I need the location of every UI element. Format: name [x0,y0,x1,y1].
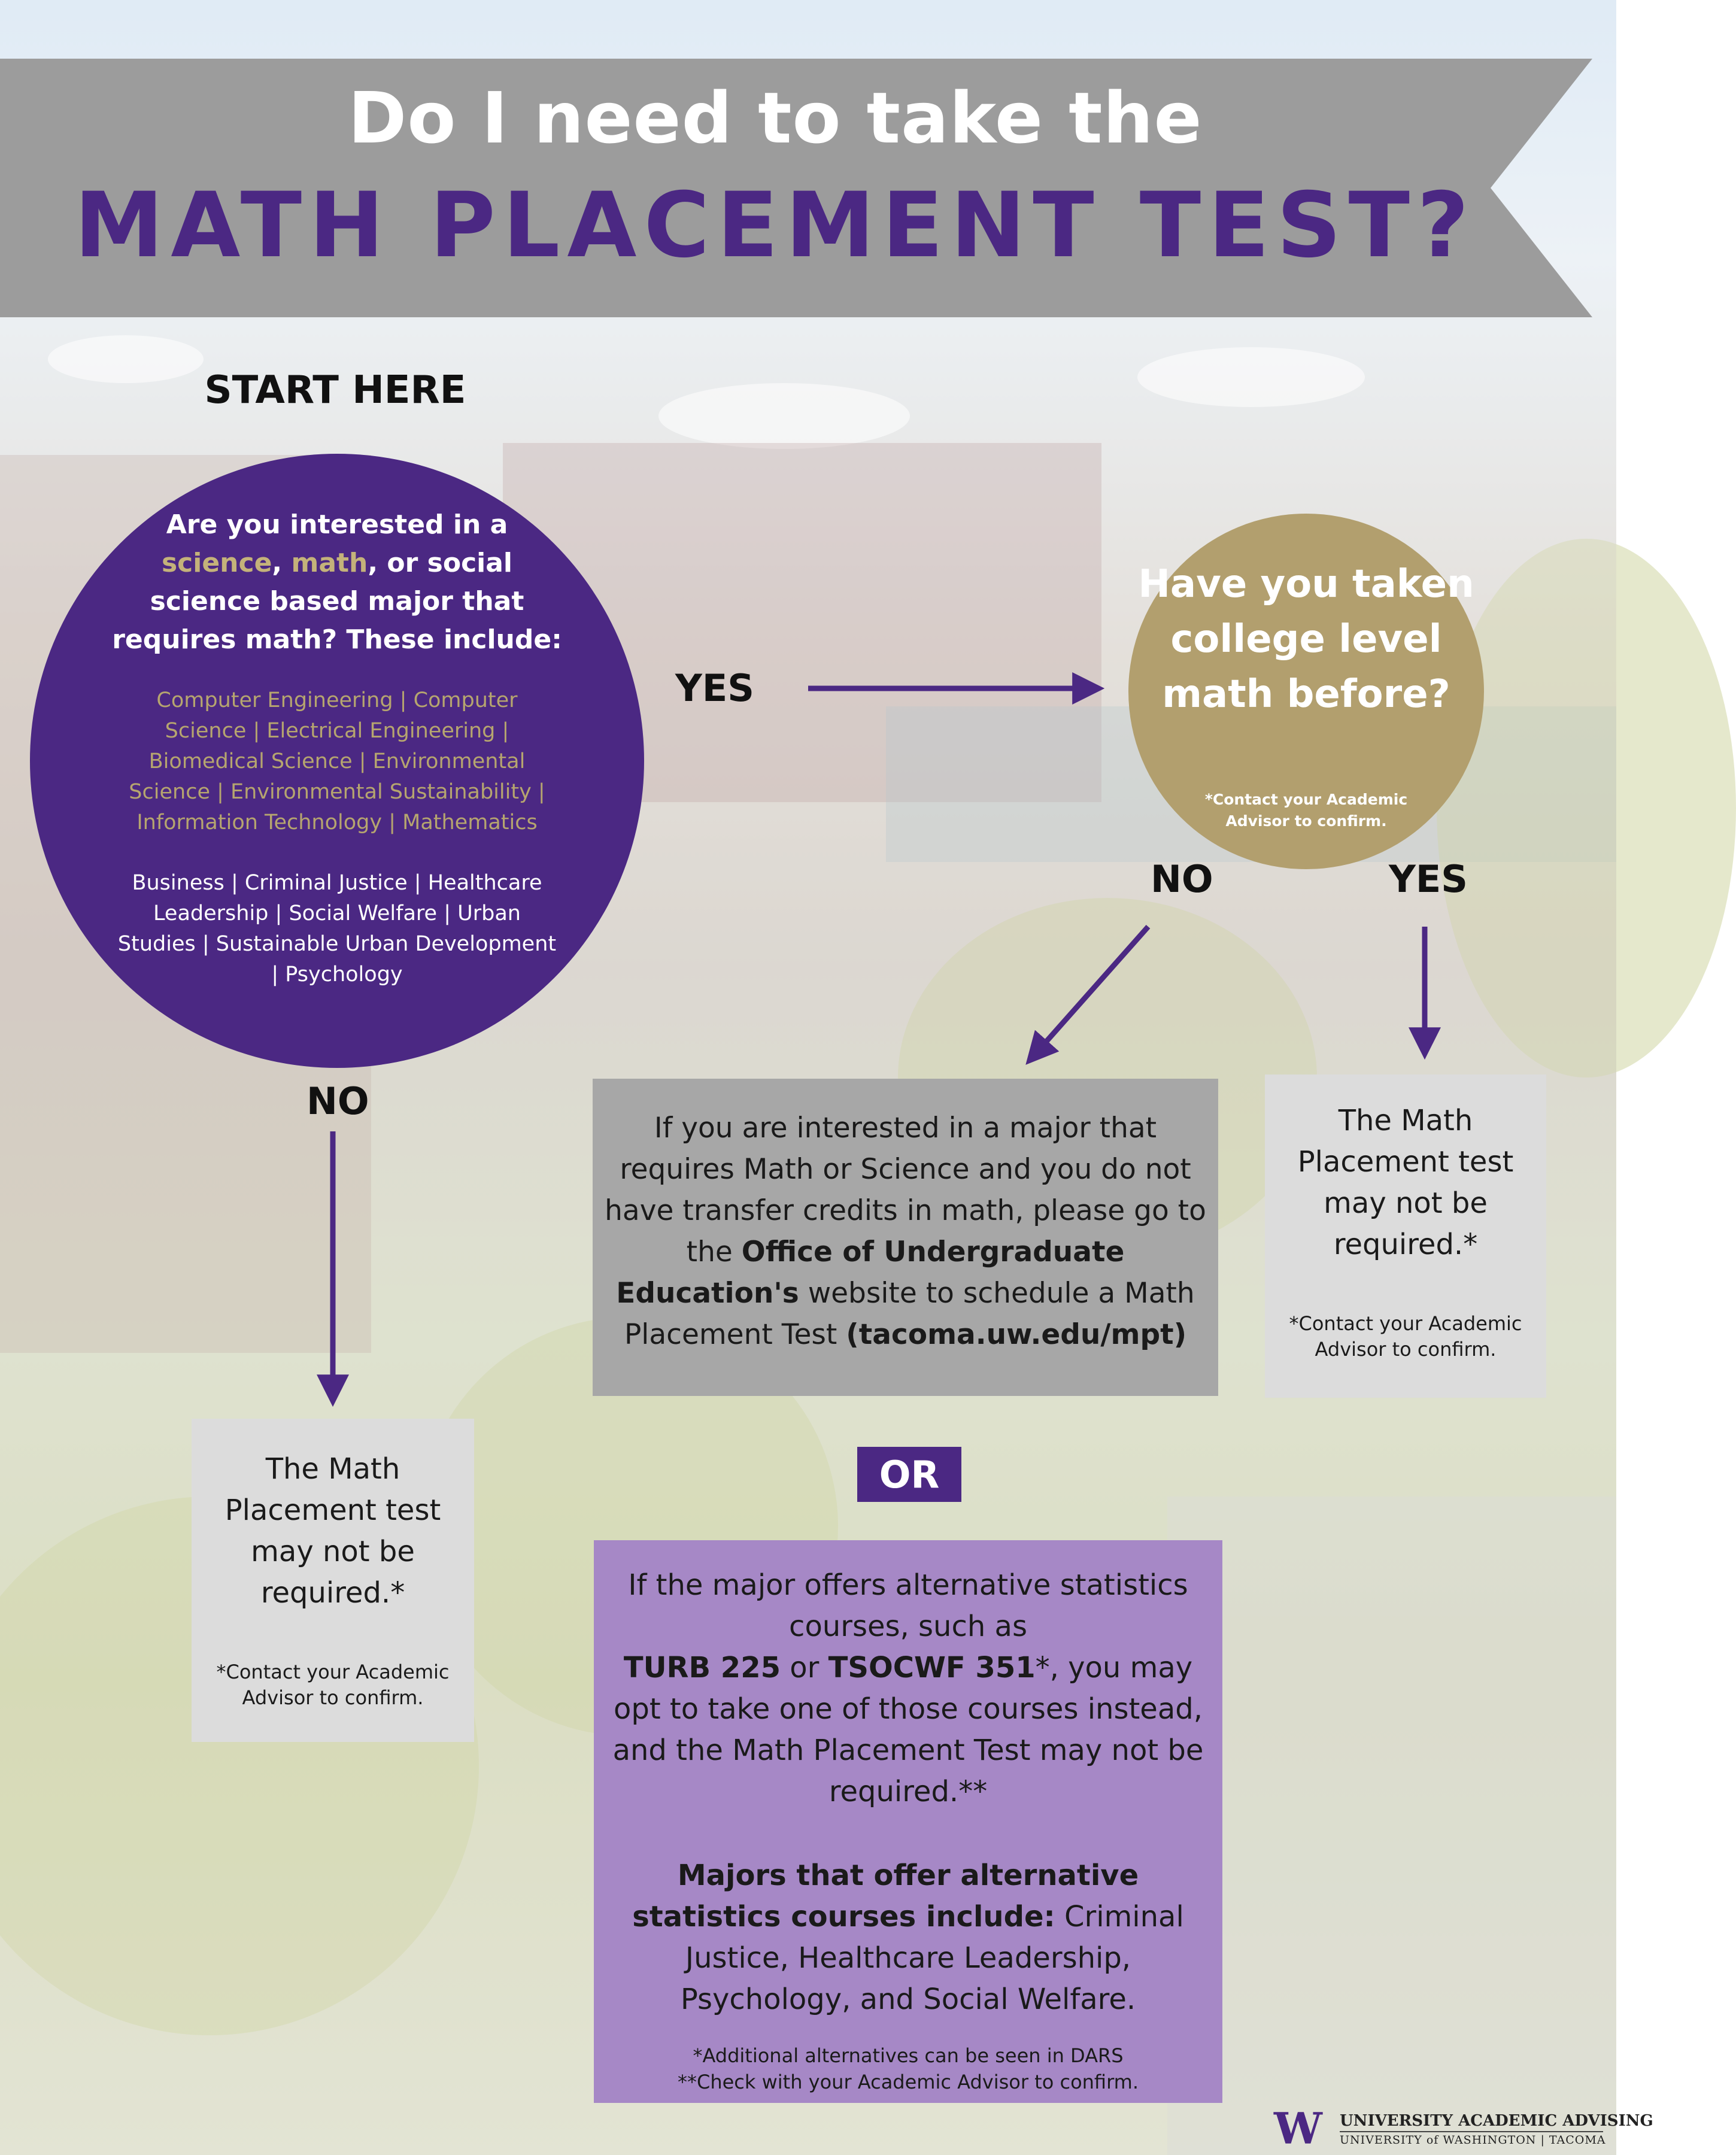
college-math-note: *Contact your Academic Advisor to confirm. [1204,791,1408,830]
course-tsocwf-351: TSOCWF 351 [828,1651,1036,1684]
not-required-note-left: *Contact your Academic Advisor to confirm. [216,1661,450,1709]
not-required-text-left: The Math Placement test may not be required.* [224,1452,441,1610]
schedule-text-part: website to schedule a Math Placement Test [624,1277,1195,1351]
schedule-test-text [602,1107,1209,1355]
start-here-label: START HERE [204,368,466,412]
alternative-statistics-text [605,1565,1212,1813]
course-turb-225: TURB 225 [623,1651,781,1684]
question-text-part: Are you interested in a [166,509,508,540]
not-required-text-right: The Math Placement test may not be required.* [1297,1104,1514,1261]
college-math-question: Have you taken college level math before? [1138,562,1474,717]
alt-text-part: *, you may opt to take one of those courses instead, and the Math Placement Test may not be required.** [612,1651,1204,1808]
schedule-text-part: If you are interested in a major that requires Math or Science and you do not have transfer credits in math, please go to the [605,1112,1206,1268]
yes-label-main: YES [675,666,754,710]
alternative-note-1: *Additional alternatives can be seen in DARS [693,2044,1124,2067]
banner-title-line2: MATH PLACEMENT TEST? [74,174,1476,278]
uw-w-logo-icon: W [1274,2103,1322,2154]
mpt-url: (tacoma.uw.edu/mpt) [846,1318,1187,1351]
logo-divider [1340,2131,1603,2132]
arrow-no-to-center-box [1036,927,1148,1054]
logo-line2: UNIVERSITY of WASHINGTON | TACOMA [1340,2133,1606,2147]
math-highlight: math [291,548,368,578]
alternative-majors-text [605,1855,1212,2020]
office-name: Office of Undergraduate Education's [616,1236,1125,1310]
science-highlight: science [161,548,272,578]
question-text-part: , or social science based major that requires math? These include: [112,548,562,655]
stem-majors-list: Computer Engineering | Computer Science | Electrical Engineering | Biomedical Science | Environmental Science | Environmental Sustainability | Information Technology | Mathematics [129,688,545,834]
alt-majors-heading: Majors that offer alternative statistics courses include: [632,1859,1139,1934]
alt-majors-list: Criminal Justice, Healthcare Leadership, Psychology, and Social Welfare. [680,1900,1184,2016]
no-label-main: NO [306,1079,369,1123]
not-required-note-right: *Contact your Academic Advisor to confirm. [1289,1312,1522,1361]
uw-advising-logo [1274,2103,1653,2154]
question-text-part: , [272,548,292,578]
or-label: OR [879,1453,940,1497]
banner-title-line1: Do I need to take the [348,77,1203,159]
no-label-gold: NO [1151,857,1213,901]
alt-text-part: If the major offers alternative statistics courses, such as [628,1568,1188,1643]
alt-text-part: or [781,1651,828,1684]
logo-line1: UNIVERSITY ACADEMIC ADVISING [1340,2112,1653,2130]
social-science-majors-list: Business | Criminal Justice | Healthcare Leadership | Social Welfare | Urban Studies | Sustainable Urban Development | Psychology [117,871,557,987]
alternative-note-2: **Check with your Academic Advisor to confirm. [677,2071,1139,2093]
yes-label-gold: YES [1389,857,1468,901]
